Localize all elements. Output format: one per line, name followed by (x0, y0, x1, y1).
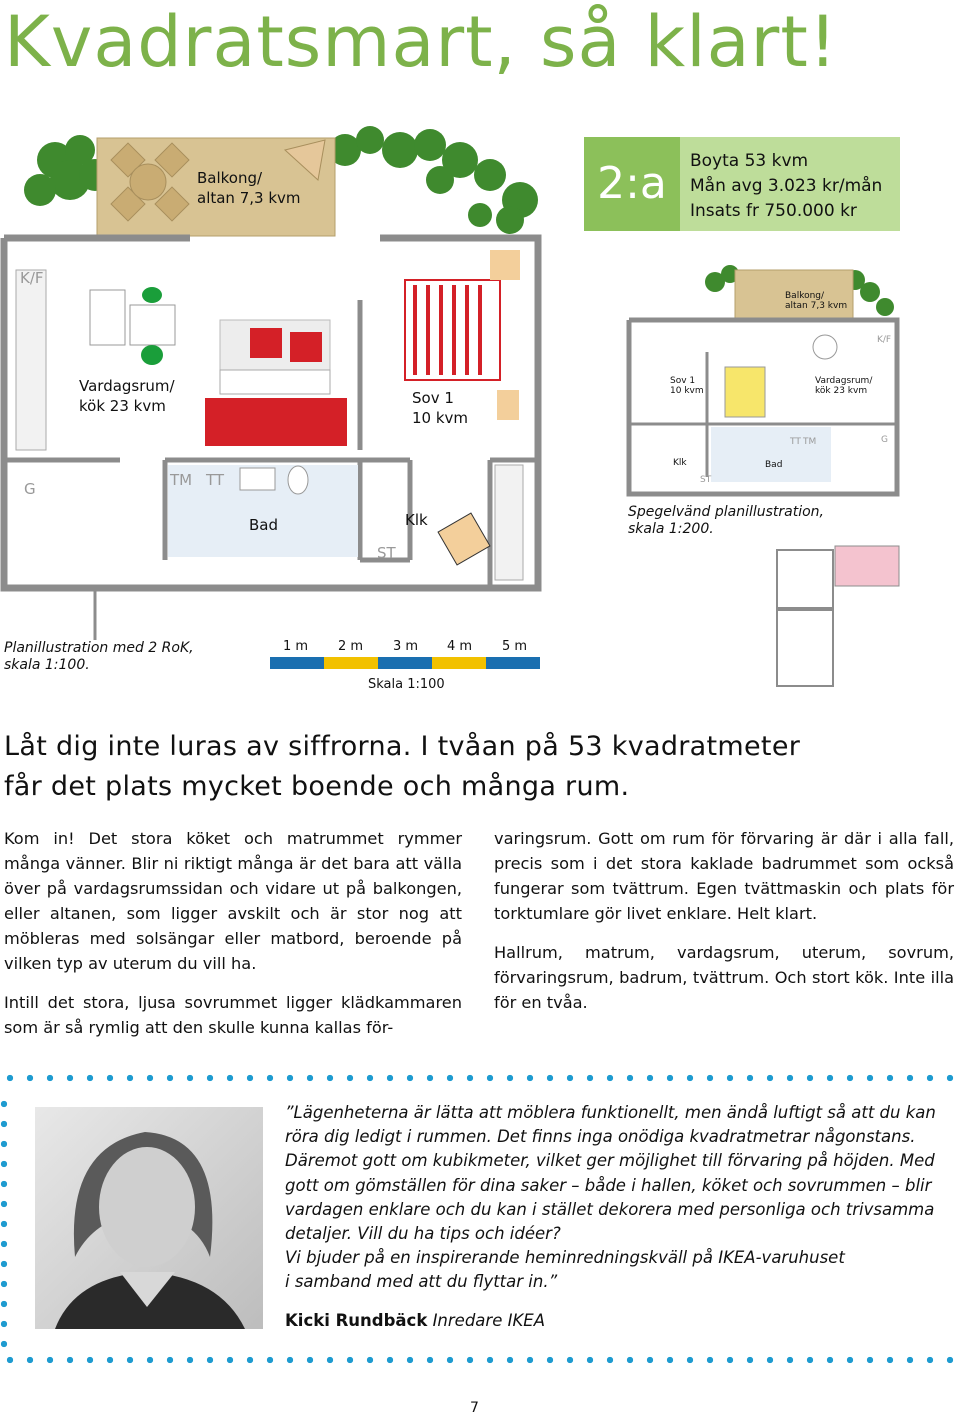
dining-table-left (90, 290, 125, 345)
scale-segment (270, 657, 324, 669)
bedroom-chair (497, 390, 519, 420)
closet-label: Klk (405, 511, 428, 529)
paragraph: Kom in! Det stora köket och matrummet rymmer många vänner. Blir ni riktigt många är det bara att välla över på vardagsrumssidan och vidare ut på balkongen, eller altanen, som ligger avskilt och är stor nog att möbleras med solsängar eller matbord, beroende på vilken typ av uterum du vill ha. (4, 829, 462, 973)
signature-role: Inredare IKEA (432, 1311, 545, 1330)
s-g: G (881, 435, 888, 445)
paragraph: varingsrum. Gott om rum för förvaring är där i alla fall, precis som i det stora kaklade badrummet som också fungerar som tvättrum. Egen tvättmaskin och plats för torktumlare gör livet enklare. Helt klart. (494, 829, 954, 923)
fact-area: Boyta 53 kvm (690, 151, 809, 171)
paragraph: Intill det stora, ljusa sovrummet ligger klädkammaren som är så rymlig att den skulle kunna kallas för- (4, 993, 462, 1037)
nightstand (490, 250, 520, 280)
living-label-2: kök 23 kvm (79, 397, 166, 415)
plan-small-caption: Spegelvänd planillustration, skala 1:200. (628, 504, 825, 537)
s-bedroom-2: 10 kvm (670, 386, 704, 396)
scale-tick-5: 5 m (502, 639, 528, 654)
apartment-facts (690, 149, 882, 224)
s-tm: TM (803, 437, 817, 447)
s-bedroom-1: Sov 1 (670, 376, 696, 386)
quote-text: ”Lägenheterna är lätta att möblera funktionellt, men ändå luftigt så att du kan röra dig ledigt i rummen. Det finns inga onödiga kvadratmetrar någonstans. Däremot gott om kubikmeter, vilket ger möjlighet till förvaring på höjden. Med gott om gömställen för dina saker – både i hallen, köket och sovrummen – blir vardagen enklare och du kan i stället dekorera med personliga och trivsamma detaljer. Vill du ha tips och idéer? Vi bjuder på en inspirerande heminredningskväll på IKEA-varuhuset i samband med att du flyttar in.” (285, 1103, 936, 1292)
sofa-back (220, 370, 330, 394)
s-closet: Klk (673, 458, 687, 468)
scale-tick-2: 2 m (338, 639, 364, 654)
bath-label: Bad (249, 516, 279, 534)
chair-green-bottom (141, 345, 163, 365)
s-living-1: Vardagsrum/ (815, 376, 873, 386)
sink (240, 468, 275, 490)
s-kf: K/F (877, 335, 892, 345)
closet-chair (438, 513, 490, 565)
plan-large-caption: Planillustration med 2 RoK, skala 1:100. (4, 640, 194, 673)
st-label: ST (377, 544, 396, 562)
g-label: G (24, 480, 36, 498)
page-number: 7 (470, 1400, 479, 1416)
armchair-1 (250, 328, 282, 358)
dotted-border-bottom (0, 1356, 960, 1364)
scale-tick-4: 4 m (447, 639, 473, 654)
scale-segment (324, 657, 378, 669)
floor-plan-large (0, 120, 545, 640)
balcony-label-1: Balkong/ (197, 169, 263, 187)
s-tt: TT (790, 437, 801, 447)
signature (285, 1311, 545, 1330)
scale-tick-1: 1 m (283, 639, 309, 654)
toilet (288, 466, 308, 494)
s-balcony-2: altan 7,3 kvm (785, 301, 848, 311)
paragraph: Hallrum, matrum, vardagsrum, uterum, sovrum, förvaringsrum, badrum, tvättrum. Och stort kök. Inte illa för en tvåa. (494, 943, 954, 1012)
small-bed (725, 367, 765, 417)
apartment-badge (584, 137, 900, 231)
page-title: Kvadratsmart, så klart! (4, 1, 838, 83)
scale-segment (486, 657, 540, 669)
highlighted-unit (835, 546, 899, 586)
body-right (494, 826, 954, 1029)
closet-shelves (495, 465, 523, 580)
scale-segment (432, 657, 486, 669)
body-left (4, 826, 462, 1054)
kitchen-counter (16, 270, 46, 450)
scale-bar (270, 657, 540, 669)
s-bath: Bad (765, 460, 783, 470)
s-living-2: kök 23 kvm (815, 386, 868, 396)
small-table (813, 335, 837, 359)
living-label-1: Vardagsrum/ (79, 377, 175, 395)
floor-plan-small (625, 262, 900, 502)
small-bath-floor (711, 427, 831, 482)
tt-label: TT (206, 471, 225, 489)
bedroom-label-1: Sov 1 (412, 389, 454, 407)
red-sofa (205, 398, 347, 446)
bedroom-label-2: 10 kvm (412, 409, 469, 427)
s-balcony-1: Balkong/ (785, 291, 825, 301)
balcony-label-2: altan 7,3 kvm (197, 189, 301, 207)
locator-map (765, 540, 905, 690)
dining-table-right (130, 305, 175, 345)
signature-name: Kicki Rundbäck (285, 1311, 428, 1330)
chair-green-top (142, 287, 162, 303)
scale-tick-3: 3 m (393, 639, 419, 654)
fact-deposit: Insats fr 750.000 kr (690, 201, 857, 221)
fact-fee: Mån avg 3.023 kr/mån (690, 176, 883, 196)
apartment-type: 2:a (584, 137, 680, 231)
dotted-border-left (0, 1094, 8, 1350)
scale-segment (378, 657, 432, 669)
s-st: ST (700, 475, 712, 485)
armchair-2 (290, 332, 322, 362)
section-heading: Låt dig inte luras av siffrorna. I tvåan på 53 kvadratmeter får det plats mycket boende och många rum. (4, 731, 801, 802)
scale-label: Skala 1:100 (368, 677, 445, 692)
portrait-photo (35, 1107, 263, 1329)
kf-label: K/F (20, 269, 44, 287)
dotted-border-top (0, 1074, 960, 1082)
tm-label: TM (170, 471, 193, 489)
